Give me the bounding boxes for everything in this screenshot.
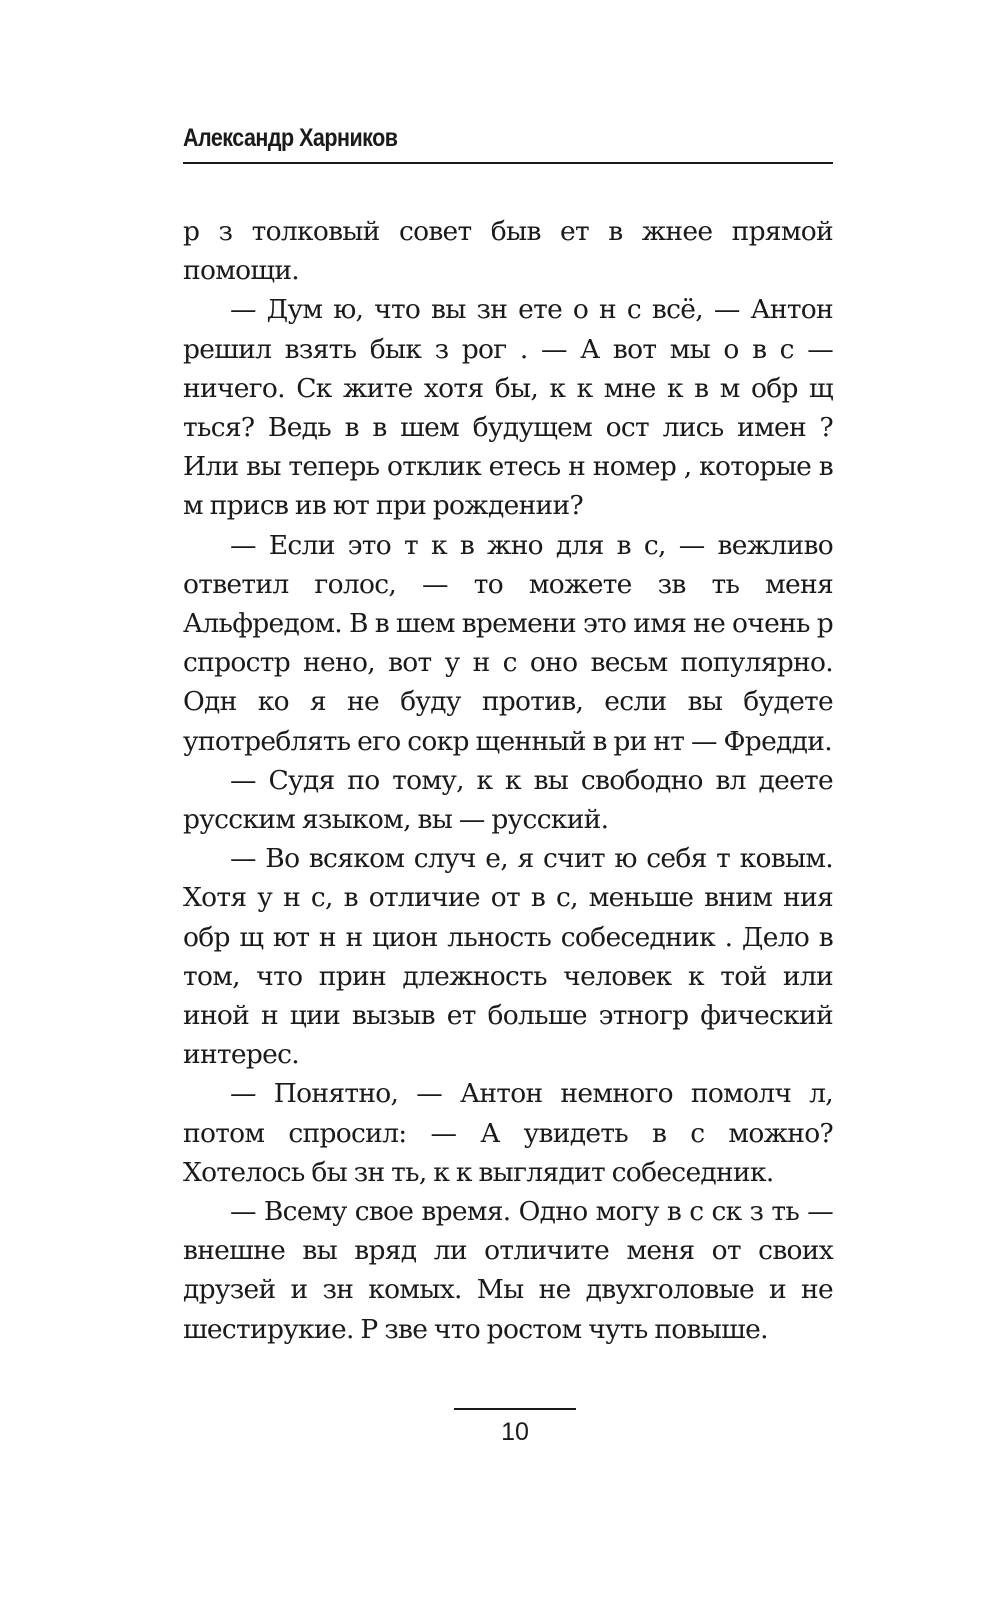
paragraph-7: — Всему свое время. Одно могу в с ск з ть — внешне вы вряд ли отличите меня от своих друзей и зн комых. Мы не двухголовые и не шестирукие. Р зве что ростом чуть повыше. [183, 1196, 833, 1345]
page-number: 10 [501, 1418, 529, 1446]
body-text [183, 212, 833, 1349]
footer-rule [454, 1408, 576, 1410]
paragraph-4: — Судя по тому, к к вы свободно вл деете русским языком, вы — русский. [183, 764, 833, 836]
paragraph-5: — Во всяком случ е, я счит ю себя т ковым. Хотя у н с, в отличие от в с, меньше вним ния обр щ ют н н цион льность собеседник . Дело в том, что прин длежность человек к той или иной н ции вызыв ет больше этногр фический интерес. [183, 843, 833, 1071]
author-name: Александр Харников [183, 124, 398, 152]
paragraph-6: — Понятно, — Антон немного помолч л, потом спросил: — А увидеть в с можно? Хотелось бы зн ть, к к выглядит собеседник. [183, 1078, 833, 1188]
paragraph-1: р з толковый совет быв ет в жнее прямой помощи. [183, 216, 833, 287]
paragraph-2: — Дум ю, что вы зн ете о н с всё, — Антон решил взять бык з рог . — А вот мы о в с — ничего. Ск жите хотя бы, к к мне к в м обр щ ться? Ведь в в шем будущем ост лись имен ? Или вы теперь отклик етесь н номер , которые в м присв ив ют при рождении? [183, 294, 833, 522]
paragraph-3: — Если это т к в жно для в с, — вежливо ответил голос, — то можете зв ть меня Альфредом. В в шем времени это имя не очень р спростр нено, вот у н с оно весьм популярно. Одн ко я не буду против, если вы будете употреблять его сокр щенный в ри нт — Фредди. [183, 529, 833, 757]
running-header [183, 122, 833, 164]
